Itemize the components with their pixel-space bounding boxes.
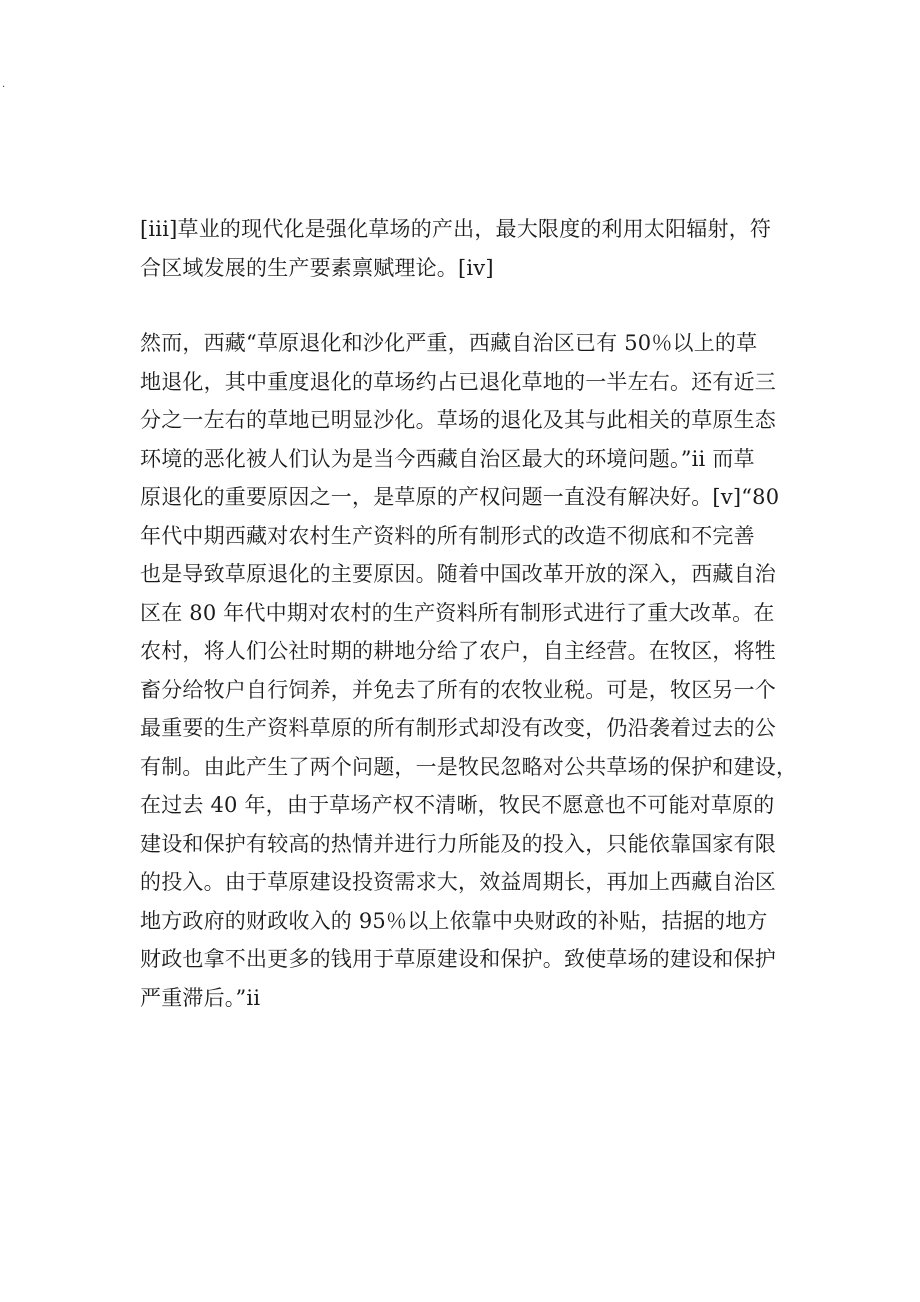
text-line: 建设和保护有较高的热情并进行力所能及的投入，只能依靠国家有限 (140, 831, 776, 856)
text-line: 原退化的重要原因之一，是草原的产权问题一直没有解决好。[v]“80 (140, 485, 780, 509)
text-line: 在过去 40 年，由于草场产权不清晰，牧民不愿意也不可能对草原的 (140, 793, 775, 817)
paragraph-2 (140, 324, 798, 1017)
text-line: 然而，西藏“草原退化和沙化严重，西藏自治区已有 50％以上的草 (140, 331, 758, 355)
text-line: 合区域发展的生产要素禀赋理论。[iv] (140, 255, 494, 280)
text-line: 的投入。由于草原建设投资需求大，效益周期长，再加上西藏自治区 (140, 870, 776, 894)
text-line: 也是导致草原退化的主要原因。随着中国改革开放的深入，西藏自治 (140, 562, 776, 586)
text-line: 地方政府的财政收入的 95％以上依靠中央财政的补贴，拮据的地方 (140, 908, 768, 933)
text-line: 畜分给牧户自行饲养，并免去了所有的农牧业税。可是，牧区另一个 (140, 677, 776, 702)
text-line: 严重滞后。”ii (140, 985, 261, 1010)
text-line: 最重要的生产资料草原的所有制形式却没有改变，仍沿袭着过去的公 (140, 716, 776, 740)
text-line: 财政也拿不出更多的钱用于草原建设和保护。致使草场的建设和保护 (140, 947, 776, 971)
text-line: 农村，将人们公社时期的耕地分给了农户，自主经营。在牧区，将牲 (140, 639, 776, 663)
document-body (140, 210, 798, 1017)
text-line: 地退化，其中重度退化的草场约占已退化草地的一半左右。还有近三 (140, 369, 776, 394)
paragraph-1 (140, 210, 780, 287)
text-line: 分之一左右的草地已明显沙化。草场的退化及其与此相关的草原生态 (140, 408, 776, 432)
text-line: [iii]草业的现代化是强化草场的产出，最大限度的利用太阳辐射，符 (140, 217, 772, 241)
page-mark: . (2, 79, 6, 90)
text-line: 环境的恶化被人们认为是当今西藏自治区最大的环境问题。”ii 而草 (140, 446, 755, 471)
text-line: 年代中期西藏对农村生产资料的所有制形式的改造不彻底和不完善 (140, 523, 755, 548)
text-line: 区在 80 年代中期对农村的生产资料所有制形式进行了重大改革。在 (140, 600, 775, 625)
text-line: 有制。由此产生了两个问题，一是牧民忽略对公共草场的保护和建设， (140, 754, 798, 779)
